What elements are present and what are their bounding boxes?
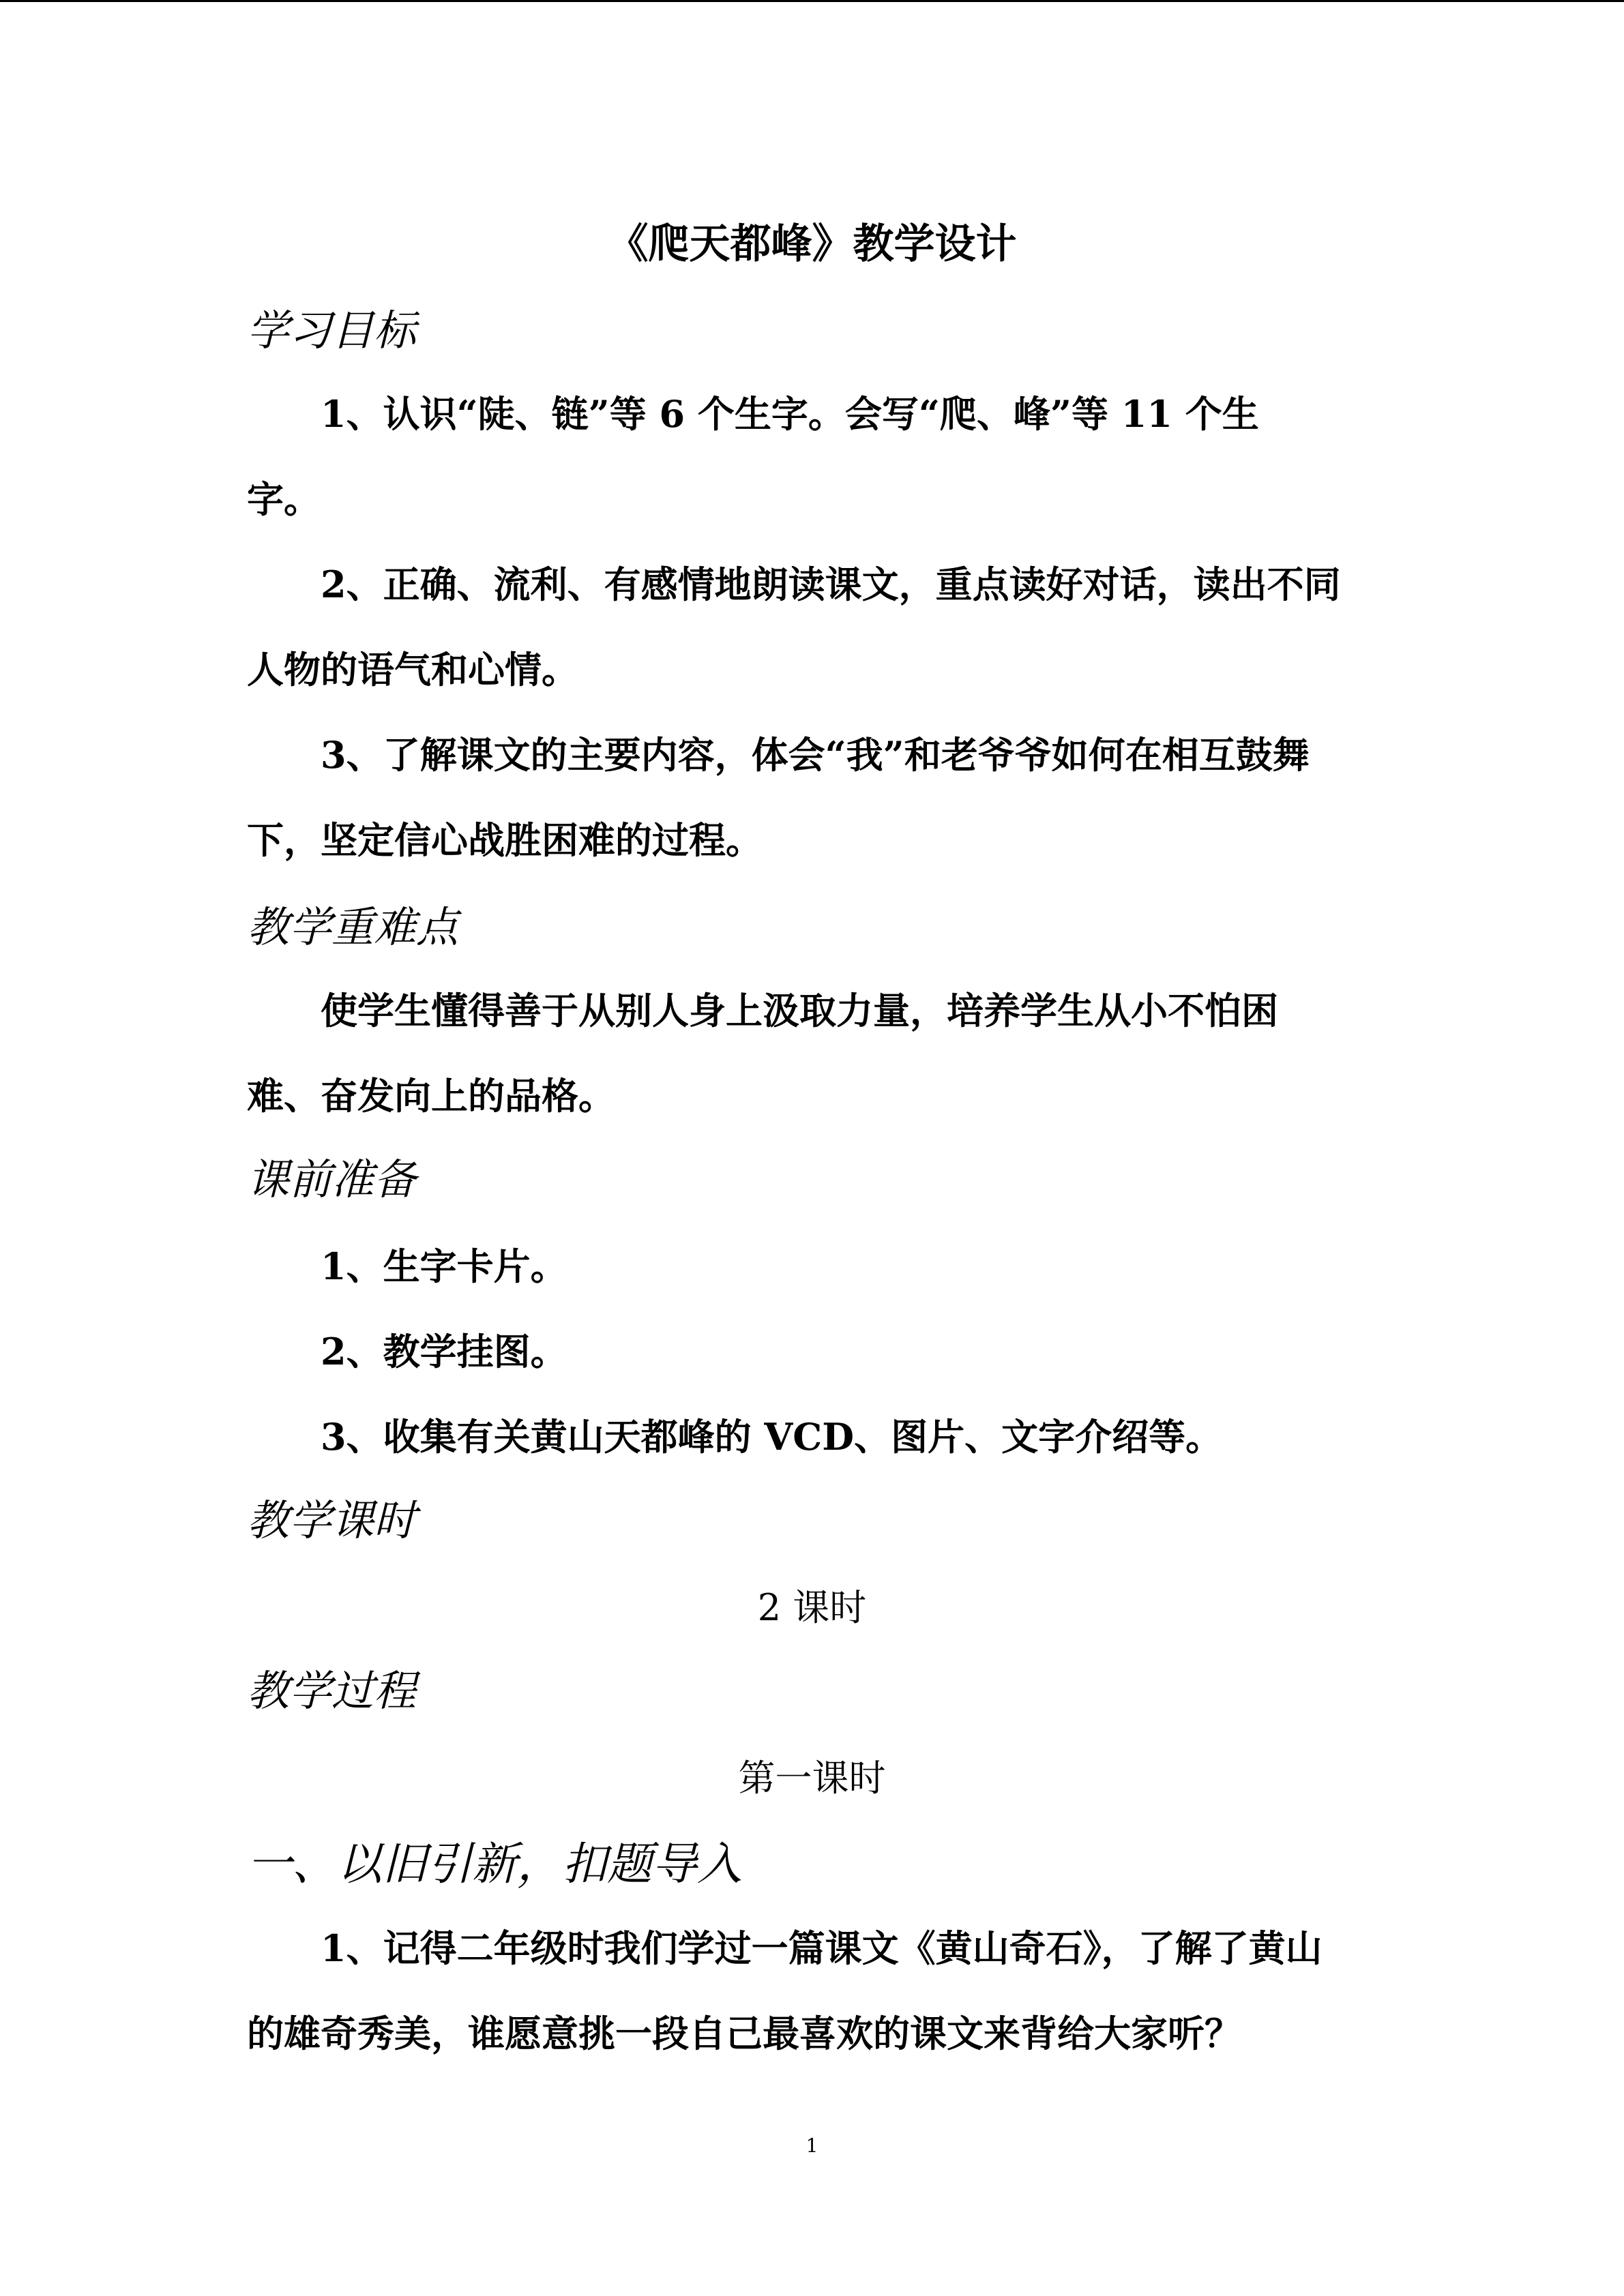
heading-process: 教学过程 [247,1666,417,1716]
objective-1-line-1: 1、认识“陡、链”等 6 个生字。会写“爬、峰”等 11 个生 [321,392,1259,436]
objective-2-line-2: 人物的语气和心情。 [247,648,578,691]
process-subheading: 第一课时 [738,1757,886,1800]
objective-3-line-1: 3、了解课文的主要内容，体会“我”和老爷爷如何在相互鼓舞 [321,733,1310,777]
objective-1-line-2: 字。 [247,477,321,521]
document-title: 《爬天都峰》教学设计 [607,220,1017,268]
process-line-2: 的雄奇秀美，谁愿意挑一段自己最喜欢的课文来背给大家听？ [247,2012,1241,2055]
process-line-1: 1、记得二年级时我们学过一篇课文《黄山奇石》，了解了黄山 [321,1926,1323,1970]
heading-preparation: 课前准备 [247,1154,417,1204]
heading-objectives: 学习目标 [247,305,417,355]
objective-3-line-2: 下，坚定信心战胜困难的过程。 [247,818,763,862]
heading-key-points: 教学重难点 [247,902,459,952]
top-border-line [0,0,1624,2]
objective-2-line-1: 2、正确、流利、有感情地朗读课文，重点读好对话，读出不同 [321,563,1341,606]
page-number: 1 [806,2134,818,2157]
heading-lesson-hours: 教学课时 [247,1495,417,1545]
key-points-line-2: 难、奋发向上的品格。 [247,1074,615,1118]
key-points-line-1: 使学生懂得善于从别人身上汲取力量，培养学生从小不怕困 [321,989,1278,1032]
lesson-hours-value: 2 课时 [757,1586,867,1629]
preparation-item-1: 1、生字卡片。 [321,1244,567,1288]
process-step-heading: 一、以旧引新，扣题导入 [247,1838,742,1890]
preparation-item-2: 2、教学挂图。 [321,1330,567,1373]
preparation-item-3: 3、收集有关黄山天都峰的 VCD、图片、文字介绍等。 [321,1415,1223,1459]
